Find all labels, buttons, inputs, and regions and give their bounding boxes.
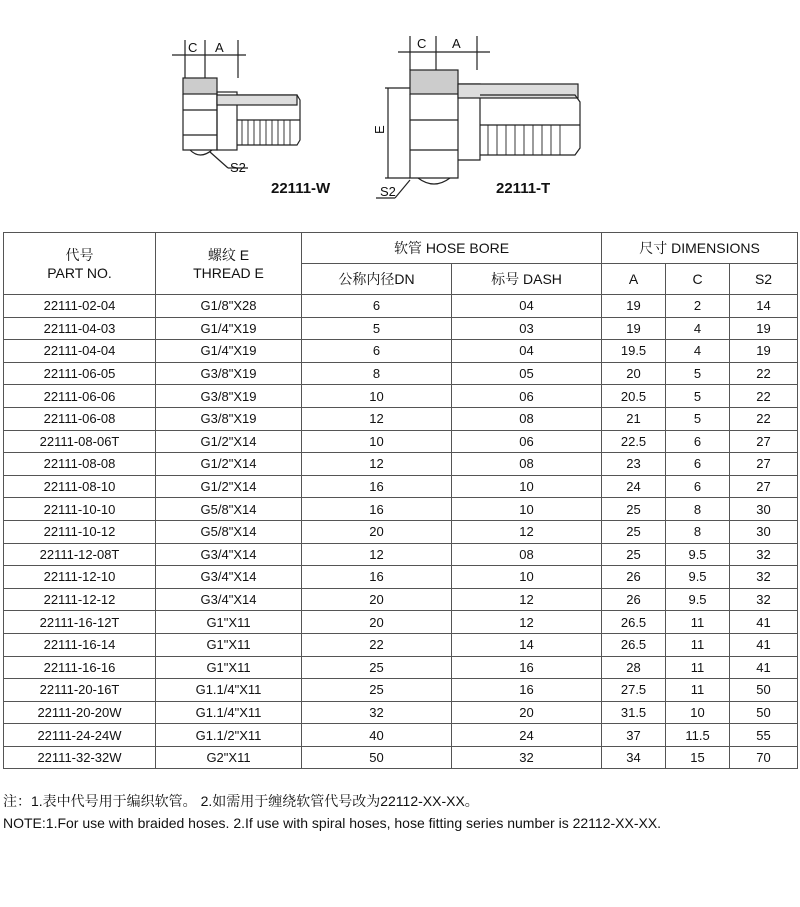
cell-dim-a: 37 (602, 724, 666, 747)
spec-table-body (4, 295, 798, 769)
header-thread-en: THREAD E (193, 264, 264, 281)
cell-thread: G1/8"X28 (156, 295, 302, 318)
cell-dim-a: 19 (602, 295, 666, 318)
cell-dash: 06 (452, 385, 602, 408)
cell-dim-a: 26.5 (602, 633, 666, 656)
table-row (4, 362, 798, 385)
header-c: C (666, 264, 730, 295)
cell-dash: 08 (452, 407, 602, 430)
cell-part-no: 22111-06-06 (4, 385, 156, 408)
cell-thread: G3/8"X19 (156, 385, 302, 408)
cell-dn: 5 (302, 317, 452, 340)
cell-dim-s2: 41 (730, 633, 798, 656)
cell-dim-a: 31.5 (602, 701, 666, 724)
spec-table (3, 232, 798, 769)
cell-dim-c: 11 (666, 679, 730, 702)
cell-dash: 08 (452, 453, 602, 476)
fitting-drawings-svg (0, 0, 800, 232)
cell-dim-a: 26 (602, 566, 666, 589)
table-row (4, 701, 798, 724)
table-row (4, 520, 798, 543)
table-row (4, 340, 798, 363)
cell-thread: G3/8"X19 (156, 362, 302, 385)
cell-dim-a: 21 (602, 407, 666, 430)
cell-dash: 16 (452, 679, 602, 702)
cell-dim-s2: 19 (730, 317, 798, 340)
cell-dim-s2: 32 (730, 588, 798, 611)
cell-dim-a: 20.5 (602, 385, 666, 408)
cell-thread: G3/4"X14 (156, 588, 302, 611)
t-dim-s2-label: S2 (380, 184, 396, 199)
cell-dim-c: 8 (666, 520, 730, 543)
cell-dim-s2: 50 (730, 701, 798, 724)
cell-dash: 03 (452, 317, 602, 340)
header-part-cn: 代号 (65, 246, 94, 263)
cell-dn: 10 (302, 430, 452, 453)
cell-thread: G1/4"X19 (156, 317, 302, 340)
table-row (4, 453, 798, 476)
cell-dash: 32 (452, 746, 602, 769)
table-row (4, 746, 798, 769)
t-dim-a-label: A (452, 36, 461, 51)
cell-dim-c: 6 (666, 453, 730, 476)
cell-dim-a: 19 (602, 317, 666, 340)
cell-dash: 04 (452, 340, 602, 363)
cell-dim-a: 20 (602, 362, 666, 385)
header-dash: 标号 DASH (452, 264, 602, 295)
cell-thread: G5/8"X14 (156, 498, 302, 521)
cell-dn: 16 (302, 498, 452, 521)
w-dim-c-label: C (188, 40, 198, 55)
cell-thread: G1.1/4"X11 (156, 679, 302, 702)
table-row (4, 656, 798, 679)
cell-part-no: 22111-06-08 (4, 407, 156, 430)
cell-dim-a: 23 (602, 453, 666, 476)
cell-dash: 12 (452, 588, 602, 611)
cell-thread: G1/2"X14 (156, 430, 302, 453)
w-dim-a-label: A (215, 40, 224, 55)
header-thread (156, 233, 302, 295)
cell-dim-s2: 19 (730, 340, 798, 363)
cell-dim-s2: 50 (730, 679, 798, 702)
cell-dn: 25 (302, 679, 452, 702)
notes (3, 790, 661, 834)
cell-dash: 12 (452, 611, 602, 634)
table-row (4, 407, 798, 430)
cell-dash: 10 (452, 566, 602, 589)
cell-part-no: 22111-12-12 (4, 588, 156, 611)
cell-thread: G1/2"X14 (156, 453, 302, 476)
cell-dim-c: 11 (666, 633, 730, 656)
cell-dash: 10 (452, 498, 602, 521)
table-row (4, 611, 798, 634)
model-label-w: 22111-W (271, 180, 331, 197)
cell-thread: G1/2"X14 (156, 475, 302, 498)
table-row (4, 679, 798, 702)
cell-thread: G1.1/2"X11 (156, 724, 302, 747)
table-row (4, 295, 798, 318)
cell-dn: 12 (302, 453, 452, 476)
cell-thread: G1"X11 (156, 611, 302, 634)
cell-part-no: 22111-08-10 (4, 475, 156, 498)
cell-dash: 14 (452, 633, 602, 656)
cell-dim-s2: 22 (730, 362, 798, 385)
cell-dn: 8 (302, 362, 452, 385)
cell-dim-s2: 27 (730, 475, 798, 498)
cell-thread: G1"X11 (156, 633, 302, 656)
cell-part-no: 22111-16-12T (4, 611, 156, 634)
table-row (4, 498, 798, 521)
fitting-t-drawing (376, 36, 580, 198)
cell-dim-s2: 27 (730, 453, 798, 476)
cell-dn: 12 (302, 407, 452, 430)
cell-dn: 16 (302, 475, 452, 498)
header-dimensions: 尺寸 DIMENSIONS (602, 233, 798, 264)
cell-dim-s2: 32 (730, 566, 798, 589)
cell-dim-a: 26.5 (602, 611, 666, 634)
cell-dim-s2: 41 (730, 656, 798, 679)
cell-dim-c: 9.5 (666, 543, 730, 566)
cell-dim-c: 4 (666, 340, 730, 363)
cell-thread: G1"X11 (156, 656, 302, 679)
cell-thread: G3/8"X19 (156, 407, 302, 430)
cell-dim-s2: 30 (730, 498, 798, 521)
cell-thread: G1.1/4"X11 (156, 701, 302, 724)
cell-part-no: 22111-16-14 (4, 633, 156, 656)
cell-part-no: 22111-16-16 (4, 656, 156, 679)
cell-dim-a: 28 (602, 656, 666, 679)
cell-dim-a: 34 (602, 746, 666, 769)
cell-thread: G3/4"X14 (156, 566, 302, 589)
cell-dn: 20 (302, 611, 452, 634)
cell-dim-c: 5 (666, 362, 730, 385)
cell-part-no: 22111-10-10 (4, 498, 156, 521)
cell-dim-c: 6 (666, 475, 730, 498)
cell-dn: 25 (302, 656, 452, 679)
cell-dim-a: 22.5 (602, 430, 666, 453)
cell-part-no: 22111-24-24W (4, 724, 156, 747)
cell-dim-a: 24 (602, 475, 666, 498)
cell-dn: 32 (302, 701, 452, 724)
cell-dim-c: 11 (666, 611, 730, 634)
cell-dim-c: 2 (666, 295, 730, 318)
header-a: A (602, 264, 666, 295)
note-cn: 注：1.表中代号用于编织软管。 2.如需用于缠绕软管代号改为22112-XX-XX。 (3, 793, 479, 809)
cell-dim-a: 25 (602, 520, 666, 543)
model-label-t: 22111-T (496, 180, 551, 197)
cell-part-no: 22111-32-32W (4, 746, 156, 769)
cell-dim-c: 4 (666, 317, 730, 340)
table-row (4, 724, 798, 747)
cell-dash: 20 (452, 701, 602, 724)
cell-dn: 40 (302, 724, 452, 747)
cell-dim-c: 5 (666, 407, 730, 430)
cell-dn: 12 (302, 543, 452, 566)
cell-dim-s2: 22 (730, 385, 798, 408)
cell-dim-s2: 70 (730, 746, 798, 769)
header-thread-cn: 螺纹 E (207, 246, 250, 263)
table-row (4, 633, 798, 656)
cell-dash: 06 (452, 430, 602, 453)
cell-dim-c: 9.5 (666, 566, 730, 589)
cell-dn: 50 (302, 746, 452, 769)
table-row (4, 475, 798, 498)
table-row (4, 588, 798, 611)
header-dn: 公称内径DN (302, 264, 452, 295)
cell-dim-s2: 22 (730, 407, 798, 430)
cell-part-no: 22111-04-04 (4, 340, 156, 363)
table-row (4, 566, 798, 589)
cell-dim-s2: 32 (730, 543, 798, 566)
fitting-w-drawing (172, 40, 300, 168)
cell-part-no: 22111-20-20W (4, 701, 156, 724)
cell-dim-c: 11.5 (666, 724, 730, 747)
cell-dim-s2: 14 (730, 295, 798, 318)
cell-dn: 20 (302, 520, 452, 543)
note-en: NOTE:1.For use with braided hoses. 2.If use with spiral hoses, hose fitting series number is 22112-XX-XX. (3, 815, 662, 831)
cell-part-no: 22111-20-16T (4, 679, 156, 702)
cell-part-no: 22111-04-03 (4, 317, 156, 340)
cell-dim-c: 6 (666, 430, 730, 453)
cell-dn: 10 (302, 385, 452, 408)
cell-dash: 16 (452, 656, 602, 679)
cell-dim-s2: 55 (730, 724, 798, 747)
cell-dn: 6 (302, 295, 452, 318)
cell-part-no: 22111-12-10 (4, 566, 156, 589)
cell-dim-s2: 41 (730, 611, 798, 634)
cell-dim-c: 8 (666, 498, 730, 521)
cell-dim-a: 25 (602, 543, 666, 566)
t-dim-c-label: C (417, 36, 427, 51)
cell-dim-a: 26 (602, 588, 666, 611)
cell-thread: G3/4"X14 (156, 543, 302, 566)
header-part-en: PART NO. (47, 264, 112, 281)
cell-dn: 16 (302, 566, 452, 589)
cell-thread: G1/4"X19 (156, 340, 302, 363)
table-row (4, 543, 798, 566)
cell-part-no: 22111-02-04 (4, 295, 156, 318)
technical-drawings (0, 0, 800, 232)
cell-part-no: 22111-08-06T (4, 430, 156, 453)
cell-dash: 08 (452, 543, 602, 566)
cell-part-no: 22111-06-05 (4, 362, 156, 385)
header-s2: S2 (730, 264, 798, 295)
table-row (4, 317, 798, 340)
cell-dim-a: 27.5 (602, 679, 666, 702)
cell-dim-s2: 30 (730, 520, 798, 543)
cell-dim-a: 25 (602, 498, 666, 521)
w-dim-s2-label: S2 (230, 160, 246, 175)
cell-part-no: 22111-08-08 (4, 453, 156, 476)
cell-dn: 6 (302, 340, 452, 363)
cell-dn: 22 (302, 633, 452, 656)
t-dim-e-label: E (372, 125, 387, 134)
cell-thread: G5/8"X14 (156, 520, 302, 543)
cell-dash: 12 (452, 520, 602, 543)
header-part-no (4, 233, 156, 295)
cell-part-no: 22111-12-08T (4, 543, 156, 566)
table-row (4, 385, 798, 408)
cell-dim-s2: 27 (730, 430, 798, 453)
cell-dash: 04 (452, 295, 602, 318)
cell-dim-c: 11 (666, 656, 730, 679)
cell-dash: 10 (452, 475, 602, 498)
cell-dim-c: 10 (666, 701, 730, 724)
cell-thread: G2"X11 (156, 746, 302, 769)
cell-dim-c: 9.5 (666, 588, 730, 611)
cell-dim-c: 5 (666, 385, 730, 408)
table-row (4, 430, 798, 453)
cell-dn: 20 (302, 588, 452, 611)
header-hose-bore: 软管 HOSE BORE (302, 233, 602, 264)
cell-dim-a: 19.5 (602, 340, 666, 363)
cell-part-no: 22111-10-12 (4, 520, 156, 543)
cell-dash: 05 (452, 362, 602, 385)
cell-dash: 24 (452, 724, 602, 747)
cell-dim-c: 15 (666, 746, 730, 769)
